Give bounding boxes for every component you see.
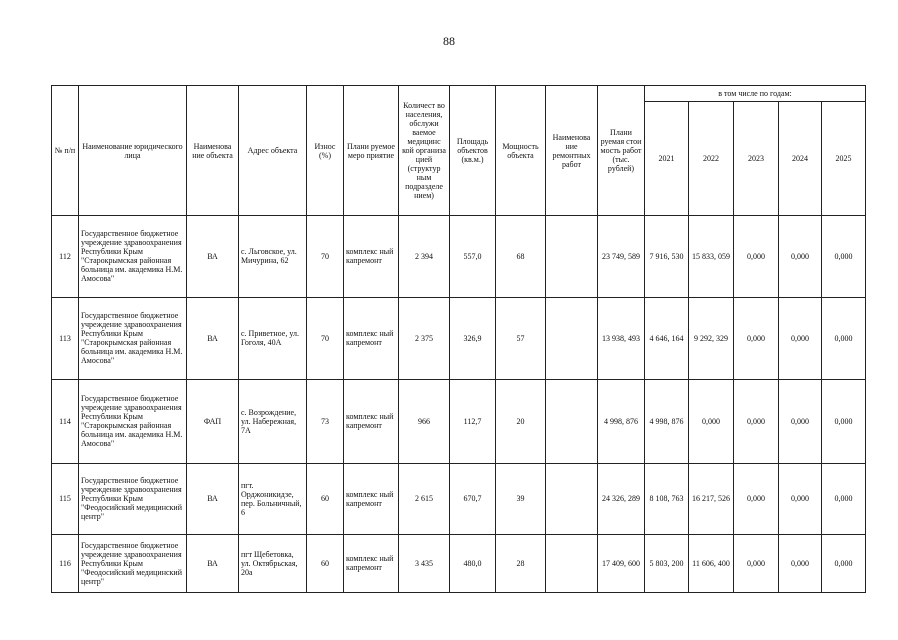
cell-2022: 11 606, 400 [689, 534, 734, 592]
cell-num: 113 [52, 297, 79, 380]
cell-wear: 73 [307, 380, 344, 464]
cell-2021: 8 108, 763 [645, 463, 689, 534]
header-population: Количест во населения, обслужи ваемое медицинс кой организа цией (структур ным подразделе нием) [399, 86, 450, 216]
header-org: Наименование юридического лица [79, 86, 187, 216]
cell-object: ВА [187, 534, 239, 592]
cell-num: 114 [52, 380, 79, 464]
cell-population: 2 375 [399, 297, 450, 380]
cell-cost: 24 326, 289 [598, 463, 645, 534]
cell-2023: 0,000 [734, 463, 779, 534]
cell-area: 670,7 [450, 463, 496, 534]
facilities-table [51, 85, 866, 593]
header-by-years: в том числе по годам: [645, 86, 866, 102]
cell-2025: 0,000 [822, 463, 866, 534]
table-row [52, 534, 866, 592]
cell-wear: 60 [307, 534, 344, 592]
cell-capacity: 20 [496, 380, 546, 464]
cell-2024: 0,000 [779, 216, 822, 298]
cell-area: 326,9 [450, 297, 496, 380]
header-measure: Плани руемое меро приятие [344, 86, 399, 216]
header-num: № п/п [52, 86, 79, 216]
cell-2025: 0,000 [822, 534, 866, 592]
cell-2025: 0,000 [822, 380, 866, 464]
cell-population: 2 615 [399, 463, 450, 534]
cell-2023: 0,000 [734, 297, 779, 380]
cell-2021: 7 916, 530 [645, 216, 689, 298]
header-capacity: Мощность объекта [496, 86, 546, 216]
cell-2025: 0,000 [822, 216, 866, 298]
header-year-2022: 2022 [689, 102, 734, 216]
cell-repair [546, 534, 598, 592]
cell-wear: 70 [307, 216, 344, 298]
cell-2022: 16 217, 526 [689, 463, 734, 534]
cell-measure: комплекс ный капремонт [344, 297, 399, 380]
header-year-2023: 2023 [734, 102, 779, 216]
cell-measure: комплекс ный капремонт [344, 380, 399, 464]
cell-population: 3 435 [399, 534, 450, 592]
cell-2024: 0,000 [779, 380, 822, 464]
cell-cost: 13 938, 493 [598, 297, 645, 380]
cell-area: 557,0 [450, 216, 496, 298]
cell-measure: комплекс ный капремонт [344, 463, 399, 534]
header-year-2025: 2025 [822, 102, 866, 216]
cell-2024: 0,000 [779, 534, 822, 592]
cell-repair [546, 463, 598, 534]
cell-org: Государственное бюджетное учреждение здравоохранения Республики Крым "Старокрымская районная больница им. академика Н.М. Амосова" [79, 380, 187, 464]
cell-repair [546, 216, 598, 298]
cell-population: 966 [399, 380, 450, 464]
cell-num: 112 [52, 216, 79, 298]
cell-org: Государственное бюджетное учреждение здравоохранения Республики Крым "Феодосийский медицинский центр" [79, 534, 187, 592]
cell-cost: 4 998, 876 [598, 380, 645, 464]
cell-2021: 4 646, 164 [645, 297, 689, 380]
cell-org: Государственное бюджетное учреждение здравоохранения Республики Крым "Старокрымская районная больница им. академика Н.М. Амосова" [79, 216, 187, 298]
cell-cost: 23 749, 589 [598, 216, 645, 298]
cell-area: 480,0 [450, 534, 496, 592]
cell-cost: 17 409, 600 [598, 534, 645, 592]
table-row [52, 463, 866, 534]
header-object: Наименова ние объекта [187, 86, 239, 216]
cell-capacity: 39 [496, 463, 546, 534]
cell-object: ВА [187, 216, 239, 298]
cell-wear: 60 [307, 463, 344, 534]
cell-area: 112,7 [450, 380, 496, 464]
cell-2022: 9 292, 329 [689, 297, 734, 380]
cell-capacity: 57 [496, 297, 546, 380]
cell-2023: 0,000 [734, 534, 779, 592]
header-year-2024: 2024 [779, 102, 822, 216]
header-repair: Наименова ние ремонтных работ [546, 86, 598, 216]
header-area: Площадь объектов (кв.м.) [450, 86, 496, 216]
cell-2021: 4 998, 876 [645, 380, 689, 464]
table-row [52, 297, 866, 380]
header-year-2021: 2021 [645, 102, 689, 216]
cell-num: 115 [52, 463, 79, 534]
cell-wear: 70 [307, 297, 344, 380]
table-row [52, 380, 866, 464]
cell-object: ФАП [187, 380, 239, 464]
header-cost: Плани руемая стои мость работ (тыс. рублей) [598, 86, 645, 216]
page-number: 88 [443, 34, 455, 48]
cell-repair [546, 380, 598, 464]
cell-2024: 0,000 [779, 297, 822, 380]
cell-2022: 0,000 [689, 380, 734, 464]
cell-num: 116 [52, 534, 79, 592]
cell-capacity: 68 [496, 216, 546, 298]
cell-2023: 0,000 [734, 216, 779, 298]
cell-2025: 0,000 [822, 297, 866, 380]
cell-measure: комплекс ный капремонт [344, 216, 399, 298]
cell-capacity: 28 [496, 534, 546, 592]
cell-address: с. Льговское, ул. Мичурина, 62 [239, 216, 307, 298]
header-wear: Износ (%) [307, 86, 344, 216]
header-address: Адрес объекта [239, 86, 307, 216]
cell-address: с. Приветное, ул. Гоголя, 40А [239, 297, 307, 380]
cell-2023: 0,000 [734, 380, 779, 464]
cell-object: ВА [187, 463, 239, 534]
cell-object: ВА [187, 297, 239, 380]
cell-address: пгт. Орджоникидзе, пер. Больничный, 6 [239, 463, 307, 534]
cell-population: 2 394 [399, 216, 450, 298]
cell-repair [546, 297, 598, 380]
cell-2024: 0,000 [779, 463, 822, 534]
cell-org: Государственное бюджетное учреждение здравоохранения Республики Крым "Феодосийский медицинский центр" [79, 463, 187, 534]
cell-2022: 15 833, 059 [689, 216, 734, 298]
cell-measure: комплекс ный капремонт [344, 534, 399, 592]
cell-address: пгт Щебетовка, ул. Октябрьская, 20а [239, 534, 307, 592]
table-row [52, 216, 866, 298]
cell-address: с. Возрождение, ул. Набережная, 7А [239, 380, 307, 464]
cell-2021: 5 803, 200 [645, 534, 689, 592]
cell-org: Государственное бюджетное учреждение здравоохранения Республики Крым "Старокрымская районная больница им. академика Н.М. Амосова" [79, 297, 187, 380]
